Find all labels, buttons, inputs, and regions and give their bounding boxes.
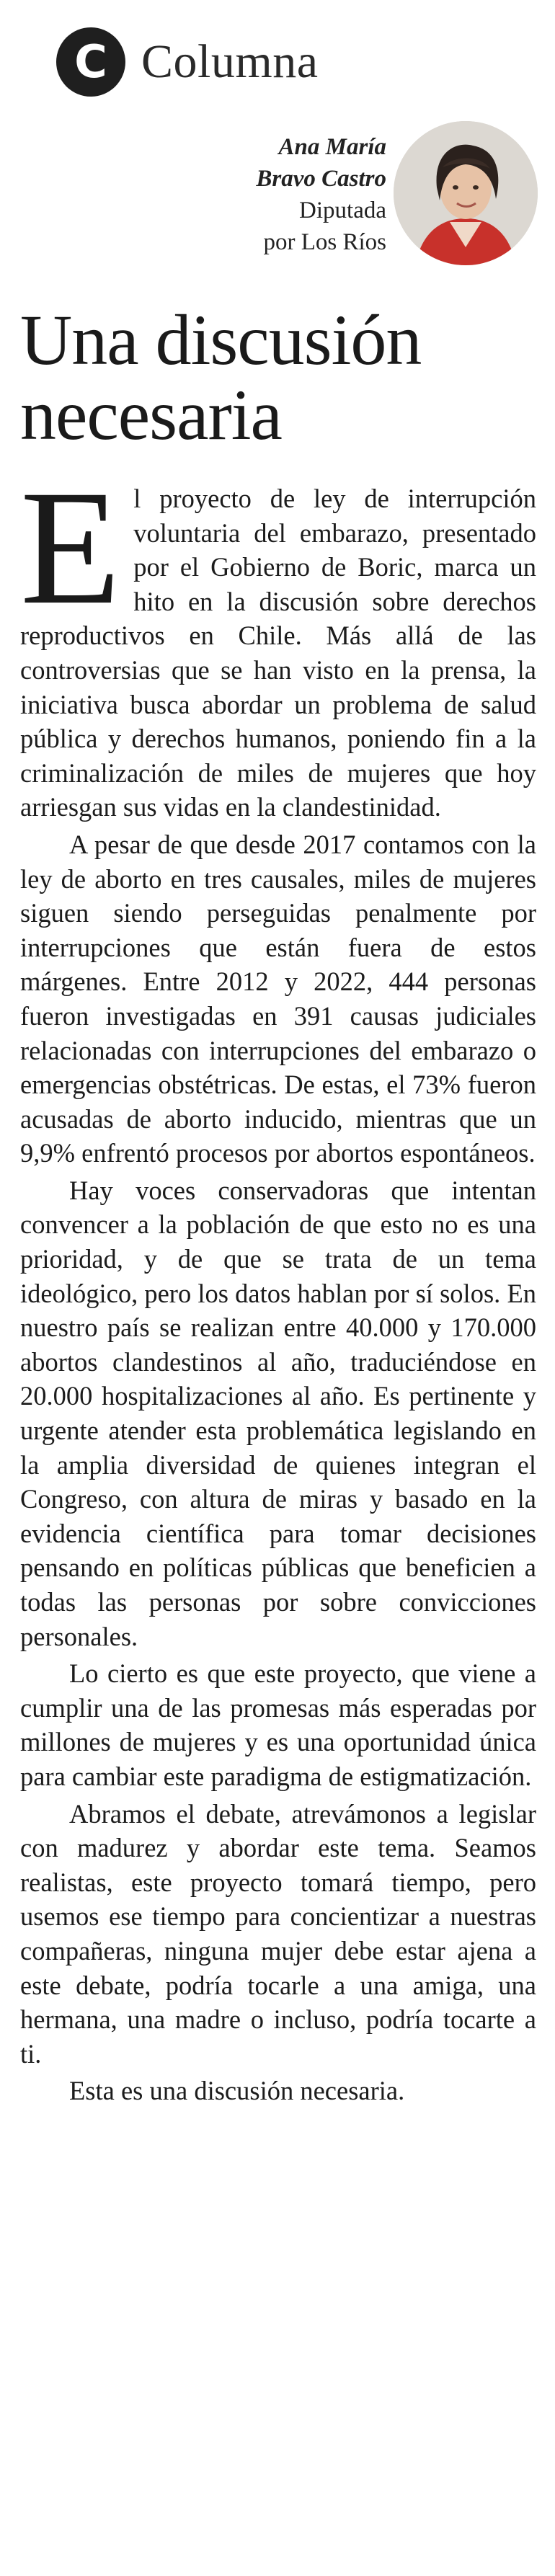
paragraph-3: Hay voces conservadoras que intentan convencer a la población de que esto no es una prioridad, y de que se trata de un tema ideológico, pero los datos hablan por sí solos. En nuestro país se realizan entre 40.000 y 170.000 abortos clandestinos al año, traduciéndose en 20.000 hospitalizaciones al año. Es pertinente y urgente atender esta problemática legislando en la amplia diversidad de quienes integran el Congreso, con altura de miras y basado en la evidencia científica para tomar decisiones pensando en políticas públicas que beneficien a todas las personas por sobre convicciones personales. <box>20 1175 536 1651</box>
paragraph-4: Lo cierto es que este proyecto, que viene a cumplir una de las promesas más esperadas por millones de mujeres y es una oportunidad única para cambiar este paradigma de estigmatización. <box>20 1658 536 1791</box>
paragraph-2: A pesar de que desde 2017 contamos con la ley de aborto en tres causales, miles de mujeres siguen siendo perseguidas penalmente por interrupciones que están fuera de estos márgenes. Entre 2012 y 2022, 444 personas fueron investigadas en 391 causas judiciales relacionadas con interrupciones del embarazo o emergencias obstétricas. De estas, el 73% fueron acusadas de aborto inducido, mientras que un 9,9% enfrentó procesos por abortos espontáneos. <box>20 829 536 1168</box>
article-body <box>20 457 536 2111</box>
paragraph-5: Abramos el debate, atrevámonos a legislar con madurez y abordar este tema. Seamos realistas, este proyecto tomará tiempo, pero usemos ese tiempo para concientizar a nuestras compañeras, ninguna mujer debe estar ajena a este debate, podría tocarle a una amiga, una hermana, una madre o incluso, podría tocarte a ti. <box>20 1798 536 2069</box>
paragraph-1-text: l proyecto de ley de interrupción voluntaria del embarazo, presentado por el Gobierno de Boric, marca un hito en la discusión sobre derechos reproductivos en Chile. Más allá de las controversias que se han visto en la prensa, la iniciativa busca abordar un problema de salud pública y derechos humanos, poniendo fin a la criminalización de miles de mujeres que hoy arriesgan sus vidas en la clandestinidad. <box>20 484 536 822</box>
section-title: Columna <box>141 35 319 88</box>
author-portrait-icon <box>394 121 538 265</box>
author-role-line2: por Los Ríos <box>263 229 386 255</box>
author-name-line1: Ana María <box>278 134 386 160</box>
drop-cap: E <box>20 457 121 639</box>
author-role-line1: Diputada <box>299 197 386 223</box>
article-headline <box>20 300 539 455</box>
paragraph-6: Esta es una discusión necesaria. <box>69 2076 405 2106</box>
paragraph-1 <box>20 457 536 825</box>
author-avatar <box>394 121 538 265</box>
byline <box>256 131 386 258</box>
headline-line1: Una discusión <box>20 300 422 380</box>
author-name-line2: Bravo Castro <box>256 166 386 192</box>
section-header <box>56 26 319 98</box>
column-badge-icon: C <box>56 27 125 97</box>
headline-line2: necesaria <box>20 375 282 455</box>
